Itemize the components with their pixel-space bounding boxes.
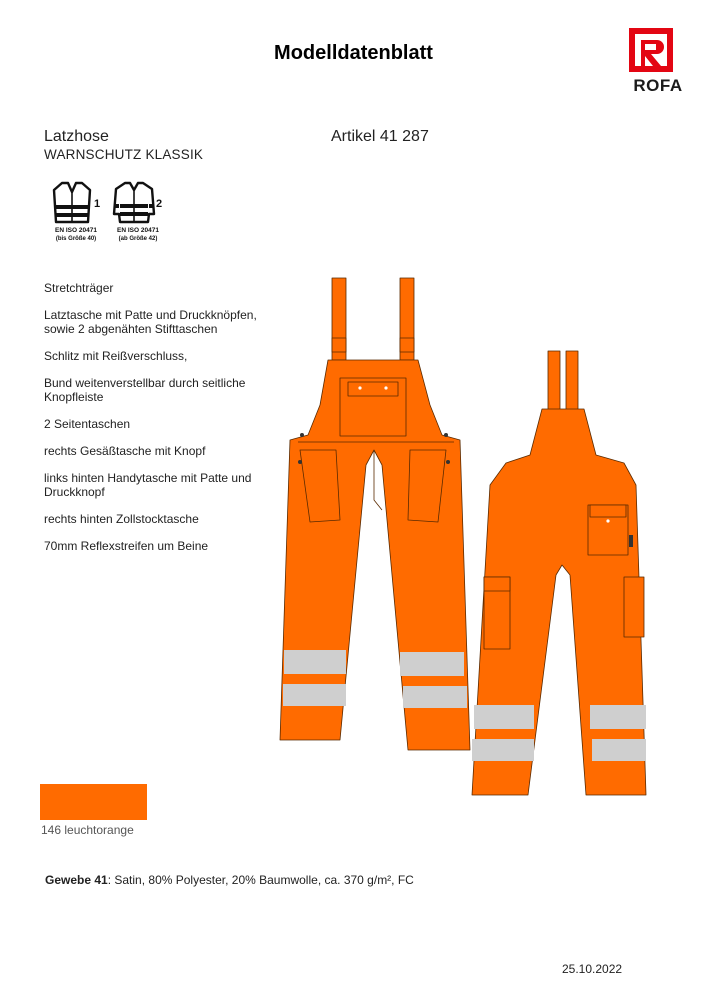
feature-item: Latztasche mit Patte und Druckknöpfen, sowie 2 abgenähten Stifttaschen [44,308,257,336]
page-title: Modelldatenblatt [274,42,433,64]
hi-vis-vest-icon [50,180,94,226]
rofa-logo [627,26,689,98]
fabric-info [45,873,414,887]
cert-size-range: (bis Größe 40) [55,236,97,242]
color-swatch-label: 146 leuchtorange [41,823,134,837]
feature-item: Schlitz mit Reißverschluss, [44,349,188,363]
fabric-description: : Satin, 80% Polyester, 20% Baumwolle, ca. 370 g/m², FC [107,873,414,887]
feature-item: rechts Gesäßtasche mit Knopf [44,444,206,458]
feature-item: 70mm Reflexstreifen um Beine [44,539,209,553]
certification-class-1 [50,180,116,250]
feature-list [44,281,284,566]
feature-item: Stretchträger [44,281,114,295]
rofa-logo-icon [627,26,689,76]
article-number: Artikel 41 287 [331,128,429,145]
hi-vis-jacket-icon [112,180,156,226]
feature-item: links hinten Handytasche mit Patte und Druckknopf [44,471,252,499]
product-line: WARNSCHUTZ KLASSIK [44,147,204,162]
cert-size-range: (ab Größe 42) [118,236,158,242]
cert-standard: EN ISO 20471 [117,227,159,234]
feature-item: 2 Seitentaschen [44,417,131,431]
cert-class-number: 1 [94,198,101,210]
fabric-label: Gewebe 41 [45,873,108,887]
cert-class-number: 2 [156,198,163,210]
color-swatch [40,784,147,820]
overalls-front-illustration [270,270,480,770]
cert-standard: EN ISO 20471 [55,227,97,234]
feature-item: Bund weitenverstellbar durch seitliche Knopfleiste [44,376,246,404]
logo-text: ROFA [633,76,683,95]
certification-class-2 [112,180,178,250]
overalls-back-illustration [466,345,676,805]
document-date: 25.10.2022 [562,962,623,976]
feature-item: rechts hinten Zollstocktasche [44,512,199,526]
product-name: Latzhose [44,128,109,145]
